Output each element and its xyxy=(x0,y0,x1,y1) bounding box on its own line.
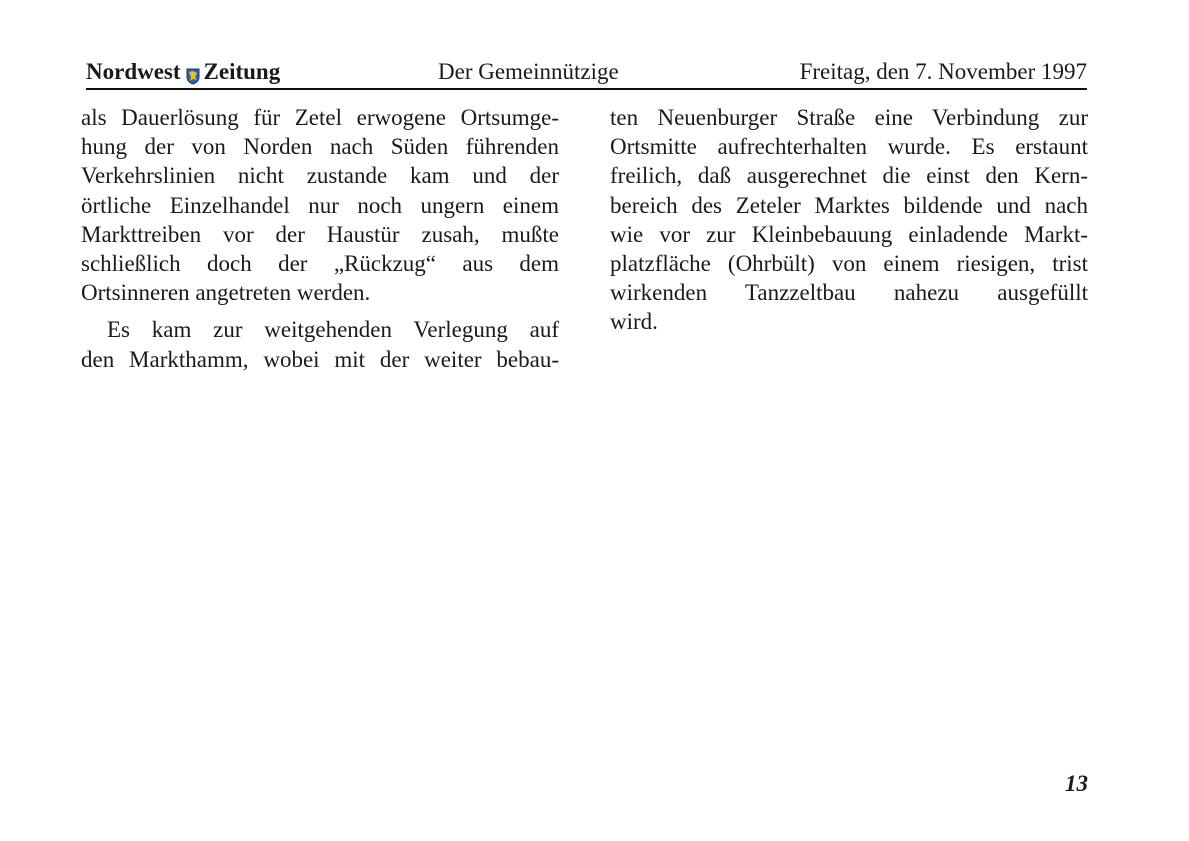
brand-name-right: Zeitung xyxy=(203,59,281,84)
text-line: Markttreiben vor der Haustür zusah, mußte xyxy=(81,221,559,247)
text-line: schließlich doch der „Rückzug“ aus dem xyxy=(81,251,559,277)
text-line: freilich, daß ausgerechnet die einst den Kern- xyxy=(610,163,1088,189)
newspaper-brand xyxy=(86,58,280,86)
text-line: ten Neuenburger Straße eine Verbindung zur xyxy=(610,105,1088,130)
left-paragraph-1 xyxy=(81,103,559,307)
text-line: Ortsinneren angetreten werden. xyxy=(81,280,371,306)
brand-name-left: Nordwest xyxy=(86,59,181,84)
text-line: Ortsmitte aufrechterhalten wurde. Es erstaunt xyxy=(610,134,1088,160)
right-paragraph-1 xyxy=(610,103,1088,337)
text-line: platzfläche (Ohrbült) von einem riesigen, trist xyxy=(610,251,1088,277)
page-number: 13 xyxy=(1065,771,1088,796)
left-paragraph-2 xyxy=(81,315,559,373)
text-line: bereich des Zeteler Marktes bildende und nach xyxy=(610,192,1088,218)
text-line: wie vor zur Kleinbebauung einladende Markt- xyxy=(610,221,1088,247)
text-line: örtliche Einzelhandel nur noch ungern einem xyxy=(81,192,559,218)
text-line: wirkenden Tanzzeltbau nahezu ausgefüllt xyxy=(610,280,1088,306)
text-line: hung der von Norden nach Süden führenden xyxy=(81,134,559,160)
supplement-title: Der Gemeinnützige xyxy=(438,59,619,84)
page-header xyxy=(86,58,1087,90)
right-column xyxy=(610,103,1088,337)
text-line: Es kam zur weitgehenden Verlegung auf xyxy=(107,317,559,343)
text-line: den Markthamm, wobei mit der weiter bebau- xyxy=(81,346,559,372)
left-column xyxy=(81,103,559,374)
text-line: Verkehrslinien nicht zustande kam und der xyxy=(81,163,559,189)
text-line: als Dauerlösung für Zetel erwogene Ortsumge- xyxy=(81,105,559,130)
issue-date: Freitag, den 7. November 1997 xyxy=(799,59,1087,84)
crest-icon xyxy=(186,64,200,81)
text-line: wird. xyxy=(610,309,658,335)
